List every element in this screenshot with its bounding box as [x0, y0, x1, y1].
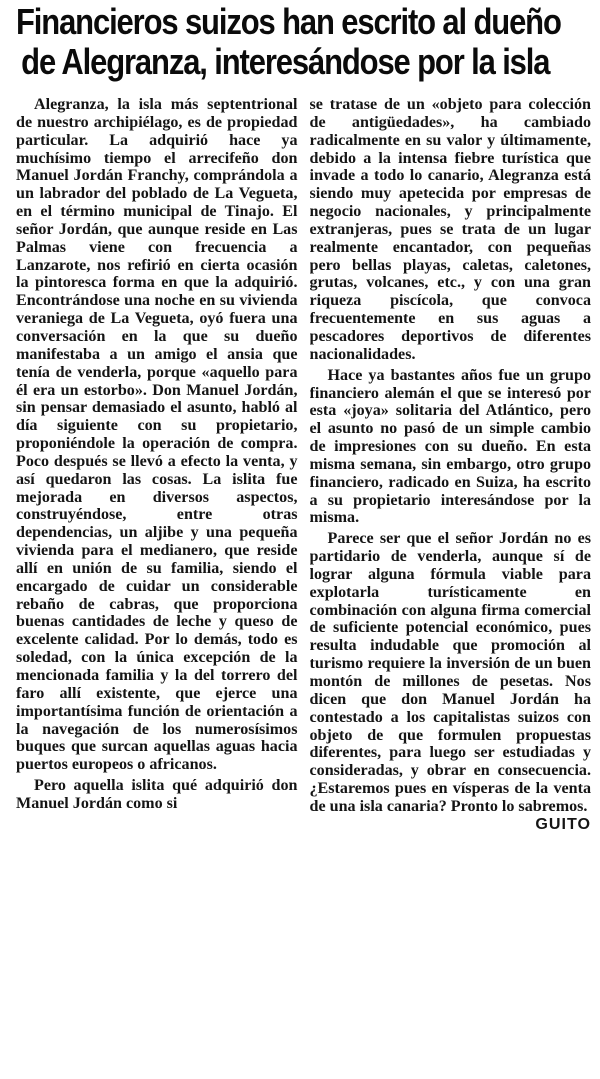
headline-line-1: Financieros suizos han escrito al dueño [16, 1, 561, 42]
author-signature: GUITO [535, 814, 591, 833]
article-headline [16, 2, 589, 82]
headline-line-2: de Alegranza, interesándose por la isla [21, 41, 550, 82]
column-2-paragraph-2: Hace ya bastantes años fue un grupo financiero alemán el que se interesó por esta «joya» solitaria del Atlántico, pero el asunto no pasó de un simple cambio de impresiones con su dueño. En esta misma semana, sin embargo, otro grupo financiero, radicado en Suiza, ha escrito a su propietario interesándose por la misma. [309, 366, 591, 527]
column-2-paragraph-3: Parece ser que el señor Jordán no es partidario de venderla, aunque sí de lograr alguna fórmula viable para explotarla turísticamente en combinación con alguna firma comercial de suficiente potencial económico, pues resulta indudable que promoción al turismo requiere la inversión de un buen montón de millones de pesetas. Nos dicen que don Manuel Jordán ha contestado a los capitalistas suizos con objeto de que formulen propuestas diferentes, para luego ser estudiadas y consideradas, y obrar en consecuencia. ¿Estaremos pues en vísperas de la venta de una isla canaria? Pronto lo sabremos. [309, 530, 591, 815]
article-body [16, 96, 591, 1076]
byline-row [310, 816, 592, 834]
article-column-2 [310, 96, 592, 1076]
article-column-1 [16, 96, 298, 1076]
column-1-paragraph-1: Alegranza, la isla más septentrional de nuestro archipiélago, es de propiedad particular. La adquirió hace ya muchísimo tiempo el arrecifeño don Manuel Jordán Franchy, comprándola a un labrador del poblado de La Vegueta, en el término municipal de Tinajo. El señor Jordán, que aunque reside en Las Palmas viene con frecuencia a Lanzarote, nos refirió en cierta ocasión la pintoresca forma en que la adquirió. Encontrándose una noche en su vivienda veraniega de La Vegueta, oyó fuera una conversación en la que su dueño manifestaba a un amigo el ansia que tenía de venderla, porque «aquello para él era un estorbo». Don Manuel Jordán, sin pensar demasiado el asunto, habló al día siguiente con su propietario, proponiéndole la operación de compra. Poco después se llevó a efecto la venta, y así quedaron las cosas. La islita fue mejorada en diversos aspectos, construyéndose, entre otras dependencias, un aljibe y una pequeña vivienda para el medianero, que reside allí en unión de su familia, siendo el encargado de cuidar un considerable rebaño de cabras, que proporciona buenas cantidades de leche y queso de excelente calidad. Por lo demás, todo es soledad, con la única excepción de la mencionada familia y la del torrero del faro allí existente, que ejerce una importantísima función de orientación a la navegación de los numerosísimos buques que surcan aquellas aguas hacia puertos europeos o africanos. [16, 96, 298, 774]
column-1-paragraph-2: Pero aquella islita qué adquirió don Manuel Jordán como si [16, 777, 298, 812]
column-2-paragraph-1: se tratase de un «objeto para colección de antigüedades», ha cambiado radicalmente en su valor y últimamente, debido a la intensa fiebre turística que invade a todo lo canario, Alegranza está siendo muy apetecida por empresas de negocio nacionales, y principalmente extranjeras, pues se trata de un lugar realmente encantador, con pequeñas pero bellas playas, caletas, caletones, grutas, volcanes, etc., y con una gran riqueza piscícola, que convoca frecuentemente en sus aguas a pescadores deportivos de diferentes nacionalidades. [309, 96, 591, 363]
